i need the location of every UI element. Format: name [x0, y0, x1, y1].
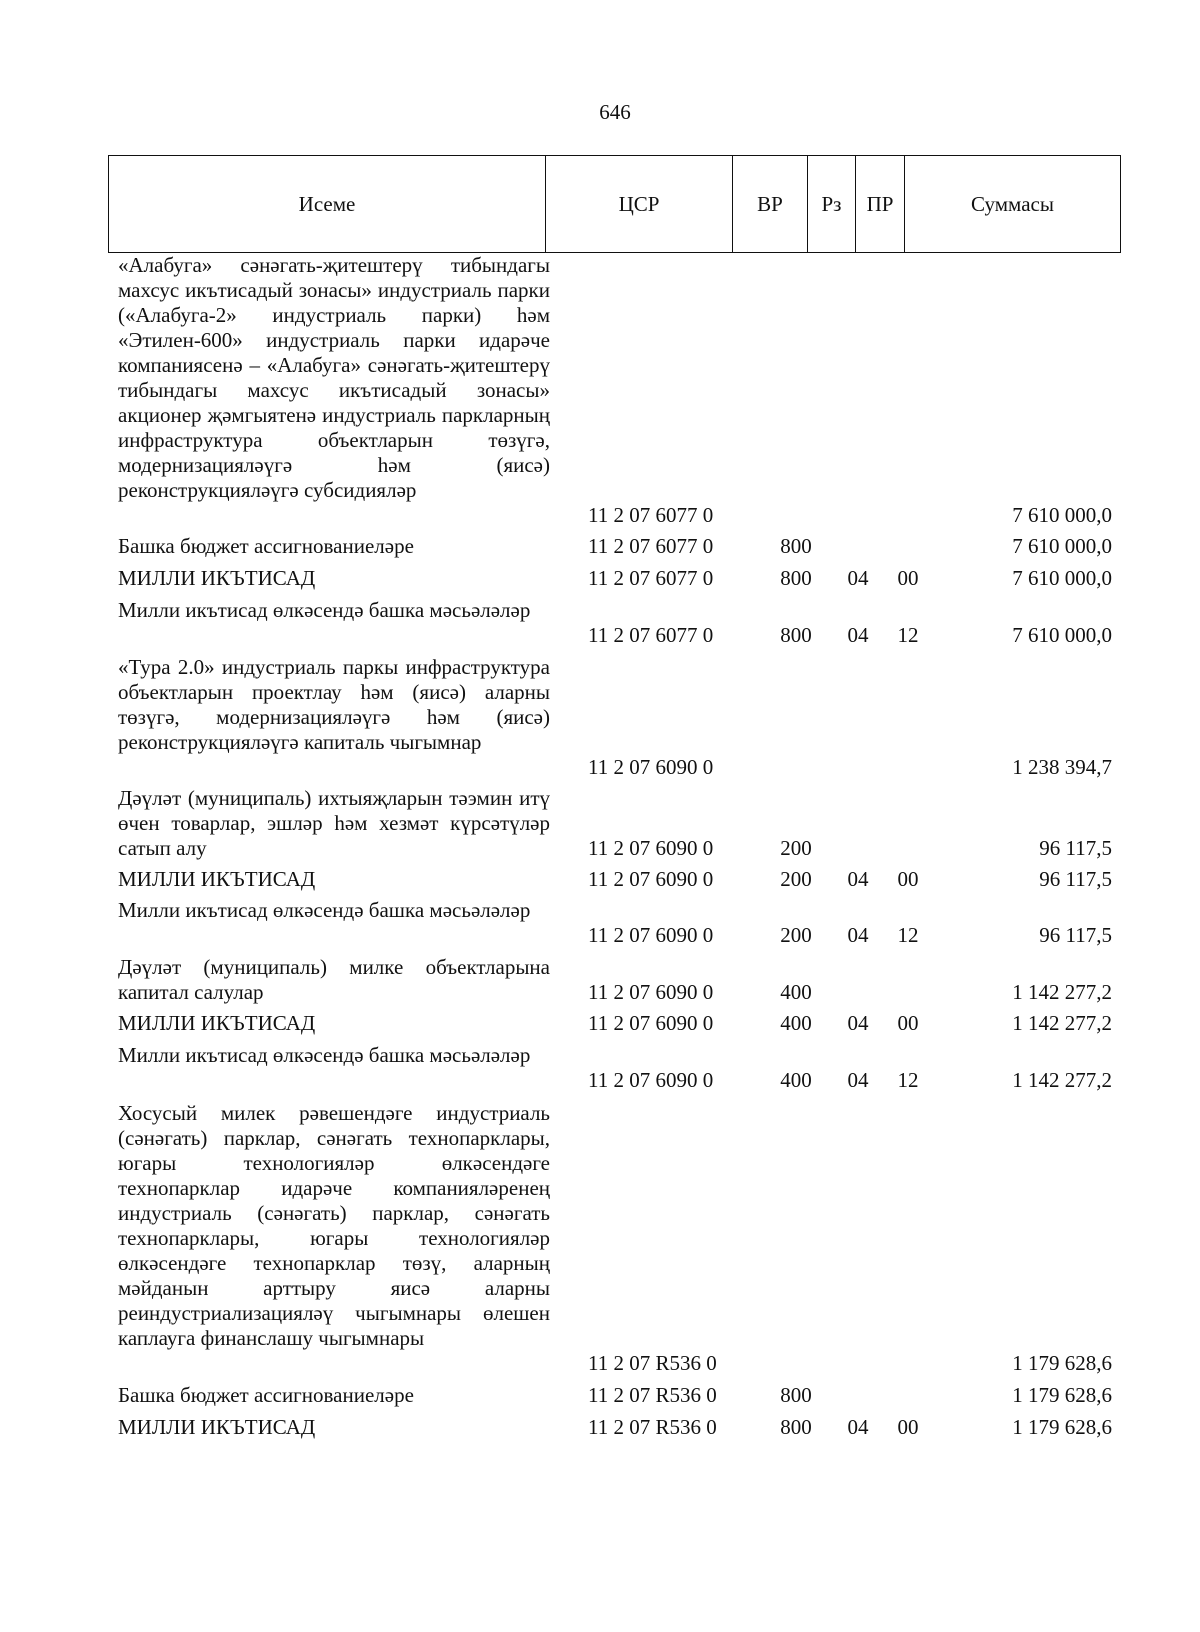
row-vr: 400: [780, 1011, 812, 1035]
row-csr: 11 2 07 6090 0: [588, 867, 714, 891]
row-name: Дәүләт (муниципаль) ихтыяҗларын тәэмин итү өчен товарлар, эшләр һәм хезмәт күрсәтүләр сатып алу: [118, 786, 550, 860]
row-vr: 200: [780, 923, 812, 947]
row-csr: 11 2 07 6090 0: [588, 1011, 714, 1035]
row-name: Милли икътисад өлкәсендә башка мәсьәләләр: [118, 898, 531, 922]
row-sum: 1 179 628,6: [1012, 1415, 1112, 1439]
row-vr: 800: [780, 534, 812, 558]
row-name: «Тура 2.0» индустриаль паркы инфраструктура объектларын проектлау һәм (яисә) аларны төзүгә, модернизацияләүгә һәм (яисә) реконструкцияләүгә капиталь чыгымнар: [118, 655, 550, 754]
row-vr: 400: [780, 980, 812, 1004]
row-vr: 200: [780, 836, 812, 860]
row-vr: 800: [780, 1383, 812, 1407]
row-name: Башка бюджет ассигнованиеләре: [118, 1383, 414, 1407]
row-sum: 1 179 628,6: [1012, 1351, 1112, 1375]
row-name: МИЛЛИ ИКЪТИСАД: [118, 1011, 316, 1035]
row-csr: 11 2 07 6090 0: [588, 836, 714, 860]
row-sum: 1 142 277,2: [1012, 1011, 1112, 1035]
row-rz: 04: [847, 566, 869, 590]
row-rz: 04: [847, 623, 869, 647]
row-sum: 96 117,5: [1039, 867, 1112, 891]
row-csr: 11 2 07 6077 0: [588, 503, 714, 527]
row-sum: 1 238 394,7: [1012, 755, 1112, 779]
row-sum: 1 142 277,2: [1012, 980, 1112, 1004]
row-vr: 800: [780, 1415, 812, 1439]
row-vr: 800: [780, 623, 812, 647]
row-pr: 12: [897, 923, 919, 947]
row-pr: 12: [897, 623, 919, 647]
row-sum: 96 117,5: [1039, 923, 1112, 947]
row-csr: 11 2 07 6077 0: [588, 566, 714, 590]
header-csr: ЦСР: [546, 156, 733, 253]
row-name: МИЛЛИ ИКЪТИСАД: [118, 1415, 316, 1439]
row-name: Милли икътисад өлкәсендә башка мәсьәләләр: [118, 598, 531, 622]
row-name: Хосусый милек рәвешендәге индустриаль (сәнәгать) парклар, сәнәгать технопарклары, югары технологияләр өлкәсендәге технопарклар идарәче компанияләренең индустриаль (сәнәгать) парклар, сәнәгать технопарклары, югары технологияләр өлкәсендәге технопарклар төзү, аларның мәйданын арттыру яисә аларны реиндустриализацияләү чыгымнары өлешен каплауга финанслашу чыгымнары: [118, 1101, 550, 1350]
row-name: Милли икътисад өлкәсендә башка мәсьәләләр: [118, 1043, 531, 1067]
row-csr: 11 2 07 6090 0: [588, 755, 714, 779]
row-csr: 11 2 07 6090 0: [588, 980, 714, 1004]
row-sum: 96 117,5: [1039, 836, 1112, 860]
row-name: МИЛЛИ ИКЪТИСАД: [118, 566, 316, 590]
row-csr: 11 2 07 R536 0: [588, 1415, 717, 1439]
row-sum: 7 610 000,0: [1012, 566, 1112, 590]
row-name: МИЛЛИ ИКЪТИСАД: [118, 867, 316, 891]
row-pr: 12: [897, 1068, 919, 1092]
row-pr: 00: [897, 566, 919, 590]
row-sum: 1 179 628,6: [1012, 1383, 1112, 1407]
row-sum: 7 610 000,0: [1012, 503, 1112, 527]
row-csr: 11 2 07 6090 0: [588, 923, 714, 947]
header-pr: ПР: [856, 156, 905, 253]
header-sum: Суммасы: [905, 156, 1121, 253]
row-pr: 00: [897, 1011, 919, 1035]
table-header: [108, 155, 1121, 253]
row-csr: 11 2 07 R536 0: [588, 1351, 717, 1375]
row-rz: 04: [847, 1415, 869, 1439]
row-name: «Алабуга» сәнәгать-җитештерү тибындагы махсус икътисадый зонасы» индустриаль парки («Алабуга-2» индустриаль парки) һәм «Этилен-600» индустриаль парки идарәче компаниясенә – «Алабуга» сәнәгать-җитештерү тибындагы махсус икътисадый зонасы» акционер җәмгыятенә индустриаль паркларның инфраструктура объектларын төзүгә, модернизацияләүгә һәм (яисә) реконструкцияләүгә субсидияләр: [118, 253, 550, 502]
row-csr: 11 2 07 6090 0: [588, 1068, 714, 1092]
row-csr: 11 2 07 6077 0: [588, 534, 714, 558]
row-vr: 200: [780, 867, 812, 891]
row-rz: 04: [847, 1011, 869, 1035]
row-pr: 00: [897, 1415, 919, 1439]
header-vr: ВР: [733, 156, 808, 253]
row-csr: 11 2 07 R536 0: [588, 1383, 717, 1407]
row-rz: 04: [847, 923, 869, 947]
row-sum: 1 142 277,2: [1012, 1068, 1112, 1092]
page-number: 646: [599, 100, 631, 124]
row-name: Дәүләт (муниципаль) милке объектларына капитал салулар: [118, 955, 550, 1004]
row-rz: 04: [847, 867, 869, 891]
header-name: Исеме: [109, 156, 546, 253]
header-rz: Рз: [808, 156, 856, 253]
row-pr: 00: [897, 867, 919, 891]
row-sum: 7 610 000,0: [1012, 623, 1112, 647]
row-vr: 400: [780, 1068, 812, 1092]
row-name: Башка бюджет ассигнованиеләре: [118, 534, 414, 558]
row-rz: 04: [847, 1068, 869, 1092]
row-csr: 11 2 07 6077 0: [588, 623, 714, 647]
row-sum: 7 610 000,0: [1012, 534, 1112, 558]
row-vr: 800: [780, 566, 812, 590]
